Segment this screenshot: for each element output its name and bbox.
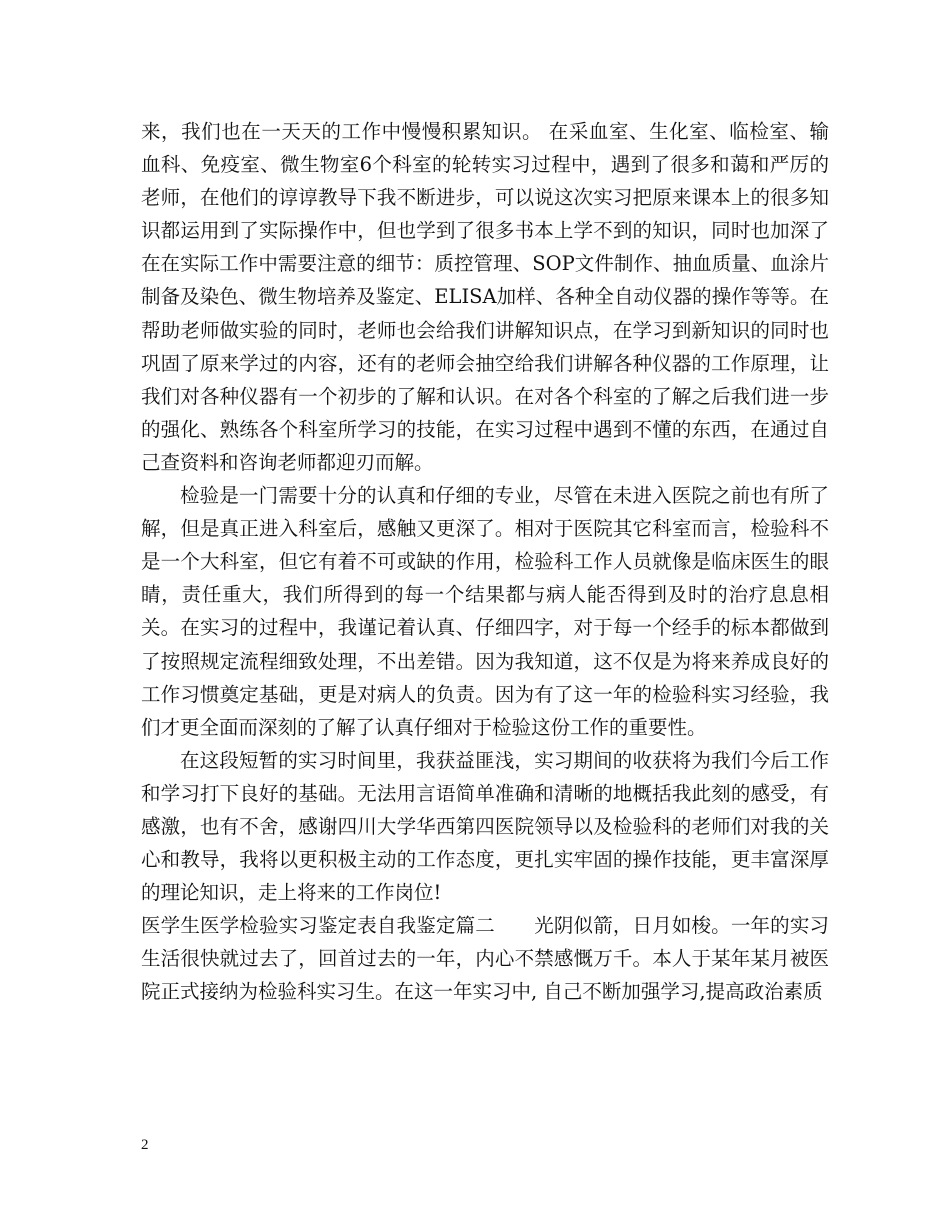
- page-number: 2: [141, 1137, 149, 1153]
- paragraph-3: 在这段短暂的实习时间里，我获益匪浅，实习期间的收获将为我们今后工作和学习打下良好的基础。无法用言语简单准确和清晰的地概括我此刻的感受，有感激，也有不舍，感谢四川大学华西第四医院领导以及检验科的老师们对我的关心和教导，我将以更积极主动的工作态度，更扎实牢固的操作技能，更丰富深厚的理论知识，走上将来的工作岗位!: [141, 748, 829, 905]
- paragraph-2: 检验是一门需要十分的认真和仔细的专业，尽管在未进入医院之前也有所了解，但是真正进入科室后，感触又更深了。相对于医院其它科室而言，检验科不是一个大科室，但它有着不可或缺的作用，检验科工作人员就像是临床医生的眼睛，责任重大，我们所得到的每一个结果都与病人能否得到及时的治疗息息相关。在实习的过程中，我谨记着认真、仔细四字，对于每一个经手的标本都做到了按照规定流程细致处理，不出差错。因为我知道，这不仅是为将来养成良好的工作习惯奠定基础，更是对病人的负责。因为有了这一年的检验科实习经验，我们才更全面而深刻的了解了认真仔细对于检验这份工作的重要性。: [141, 484, 829, 739]
- paragraph-1: 来，我们也在一天天的工作中慢慢积累知识。 在采血室、生化室、临检室、输血科、免疫室、微生物室6个科室的轮转实习过程中，遇到了很多和蔼和严厉的老师，在他们的谆谆教导下我不断进步，可以说这次实习把原来课本上的很多知识都运用到了实际操作中，但也学到了很多书本上学不到的知识，同时也加深了在在实际工作中需要注意的细节：质控管理、SOP文件制作、抽血质量、血涂片制备及染色、微生物培养及鉴定、ELISA加样、各种全自动仪器的操作等等。在帮助老师做实验的同时，老师也会给我们讲解知识点，在学习到新知识的同时也巩固了原来学过的内容，还有的老师会抽空给我们讲解各种仪器的工作原理，让我们对各种仪器有一个初步的了解和认识。在对各个科室的了解之后我们进一步的强化、熟练各个科室所学习的技能，在实习过程中遇到不懂的东西，在通过自己查资料和咨询老师都迎刃而解。: [141, 120, 829, 474]
- document-body: [141, 115, 829, 1009]
- paragraph-4-section-heading: 医学生医学检验实习鉴定表自我鉴定篇二 光阴似箭，日月如梭。一年的实习生活很快就过去了，回首过去的一年，内心不禁感慨万千。本人于某年某月被医院正式接纳为检验科实习生。在这一年实习中, 自己不断加强学习,提高政治素质: [141, 914, 829, 1004]
